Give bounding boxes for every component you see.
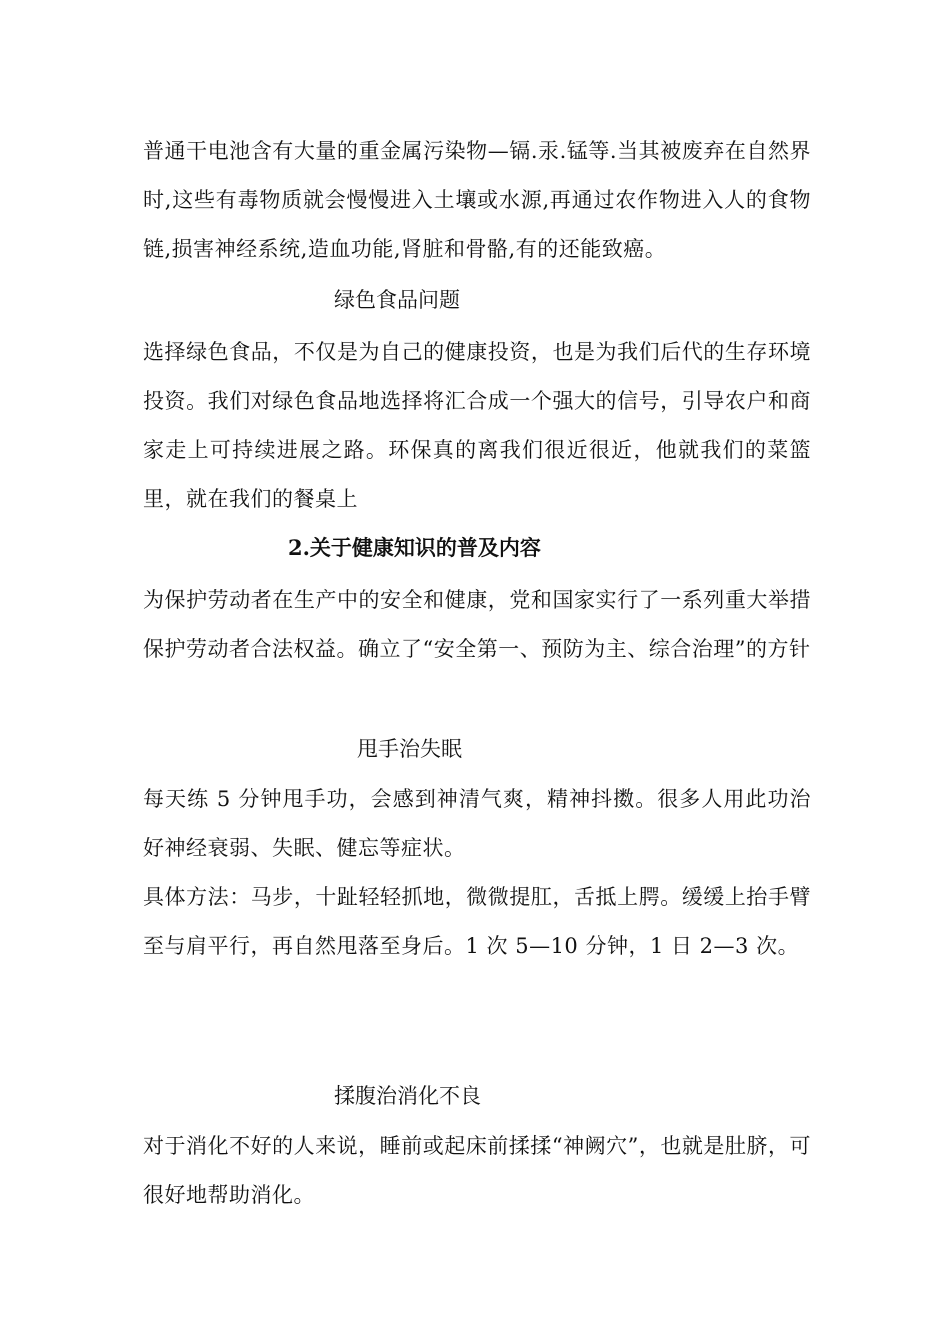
heading-digestion: 揉腹治消化不良 [334, 1084, 481, 1108]
paragraph-method: 具体方法：马步，十趾轻轻抓地，微微提肛，舌抵上腭。缓缓上抬手臂至与肩平行，再自然甩落至身后。1 次 5—10 分钟，1 日 2—3 次。 [143, 885, 811, 958]
heading-health-knowledge: 2.关于健康知识的普及内容 [288, 535, 541, 560]
paragraph-battery: 普通干电池含有大量的重金属污染物—镉.汞.锰等.当其被废弃在自然界时,这些有毒物质就会慢慢进入土壤或水源,再通过农作物进入人的食物链,损害神经系统,造血功能,肾脏和骨骼,有的还能致癌。 [143, 139, 811, 261]
paragraph-insomnia: 每天练 5 分钟甩手功，会感到神清气爽，精神抖擞。很多人用此功治好神经衰弱、失眠、健忘等症状。 [143, 787, 811, 860]
paragraph-digestion: 对于消化不好的人来说，睡前或起床前揉揉“神阙穴”，也就是肚脐，可很好地帮助消化。 [143, 1134, 811, 1207]
heading-insomnia: 甩手治失眠 [357, 737, 462, 761]
paragraph-green-food: 选择绿色食品，不仅是为自己的健康投资，也是为我们后代的生存环境投资。我们对绿色食品地选择将汇合成一个强大的信号，引导农户和商家走上可持续进展之路。环保真的离我们很近很近，他就我们的菜篮里，就在我们的餐桌上 [143, 340, 811, 511]
paragraph-labor: 为保护劳动者在生产中的安全和健康，党和国家实行了一系列重大举措保护劳动者合法权益。确立了“安全第一、预防为主、综合治理”的方针 [143, 588, 811, 661]
heading-green-food: 绿色食品问题 [334, 288, 460, 312]
